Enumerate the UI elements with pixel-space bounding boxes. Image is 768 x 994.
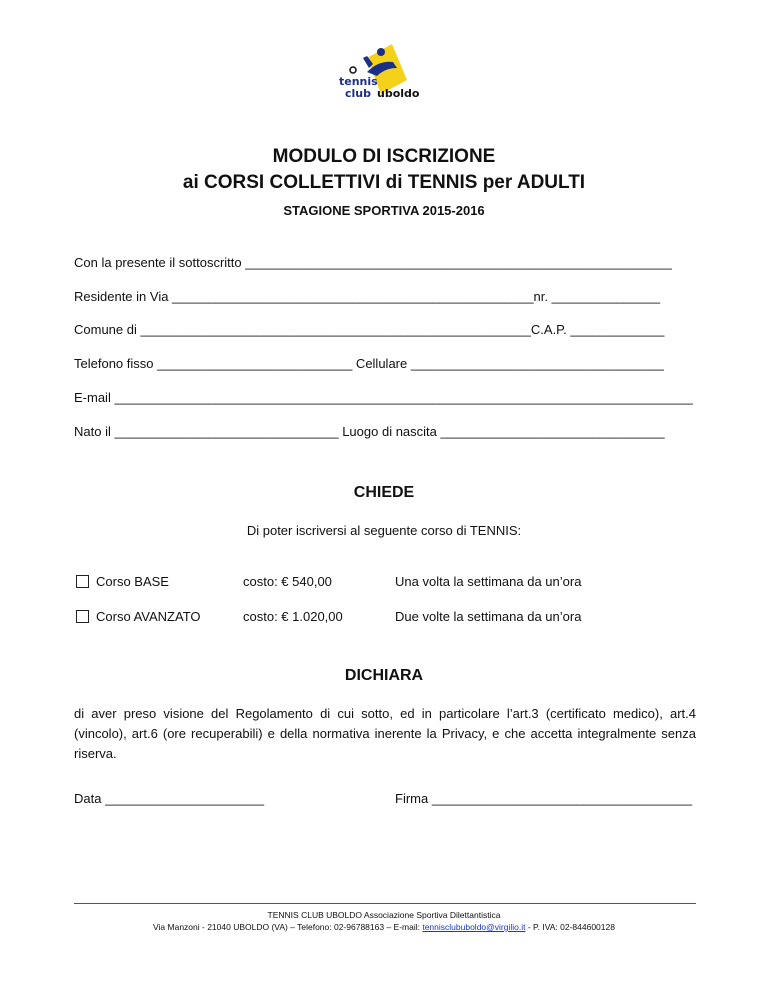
svg-text:club: club [345,87,371,100]
footer-email-link[interactable]: tennisclububoldo@virgilio.it [422,922,526,932]
form-subtitle: ai CORSI COLLETTIVI di TENNIS per ADULTI [182,172,586,193]
dichiara-heading: DICHIARA [344,667,424,684]
checkbox-corso-base[interactable] [76,575,89,588]
field-firma[interactable]: Firma ____________________________________ [395,791,693,806]
field-sottoscritto[interactable]: Con la presente il sottoscritto ___________________________________________________________ [74,255,672,270]
chiede-subtitle: Di poter iscriversi al seguente corso di TENNIS: [246,523,522,538]
course-freq-base: Una volta la settimana da un’ora [395,574,582,589]
footer-contacts [0,922,768,932]
field-email[interactable]: E-mail ________________________________________________________________________________ [74,390,693,405]
dichiara-text: di aver preso visione del Regolamento di cui sotto, ed in particolare l’art.3 (certificato medico), art.4 (vincolo), art.6 (ore recuperabili) e della normativa inerente la Privacy, e che accetta integralmente senza riserva. [74,706,696,761]
club-logo [337,40,462,102]
checkbox-corso-avanzato[interactable] [76,610,89,623]
course-cost-base: costo: € 540,00 [243,574,332,589]
course-freq-avanzato: Due volte la settimana da un’ora [395,609,582,624]
season-label: STAGIONE SPORTIVA 2015-2016 [283,203,485,218]
field-telefono-cellulare[interactable]: Telefono fisso ___________________________ Cellulare ___________________________________ [74,356,664,371]
field-nascita[interactable]: Nato il _______________________________ Luogo di nascita _______________________________ [74,424,665,439]
course-name-base: Corso BASE [96,574,169,589]
course-cost-avanzato: costo: € 1.020,00 [243,609,343,624]
footer-association: TENNIS CLUB UBOLDO Associazione Sportiva Dilettantistica [267,910,501,920]
field-residente-via[interactable]: Residente in Via __________________________________________________nr. _______________ [74,289,661,304]
svg-text:tennis: tennis [339,75,378,88]
form-title: MODULO DI ISCRIZIONE [272,146,496,167]
footer-address: Via Manzoni - 21040 UBOLDO (VA) – Telefono: 02-96788163 – E-mail: [153,922,423,932]
field-comune-cap[interactable]: Comune di ______________________________________________________C.A.P. _____________ [74,322,665,337]
field-data[interactable]: Data ______________________ [74,791,265,806]
footer-divider [74,903,696,904]
course-name-avanzato: Corso AVANZATO [96,609,201,624]
chiede-heading: CHIEDE [353,484,415,501]
footer-vat: - P. IVA: 02-844600128 [525,922,615,932]
svg-text:uboldo: uboldo [377,87,420,100]
